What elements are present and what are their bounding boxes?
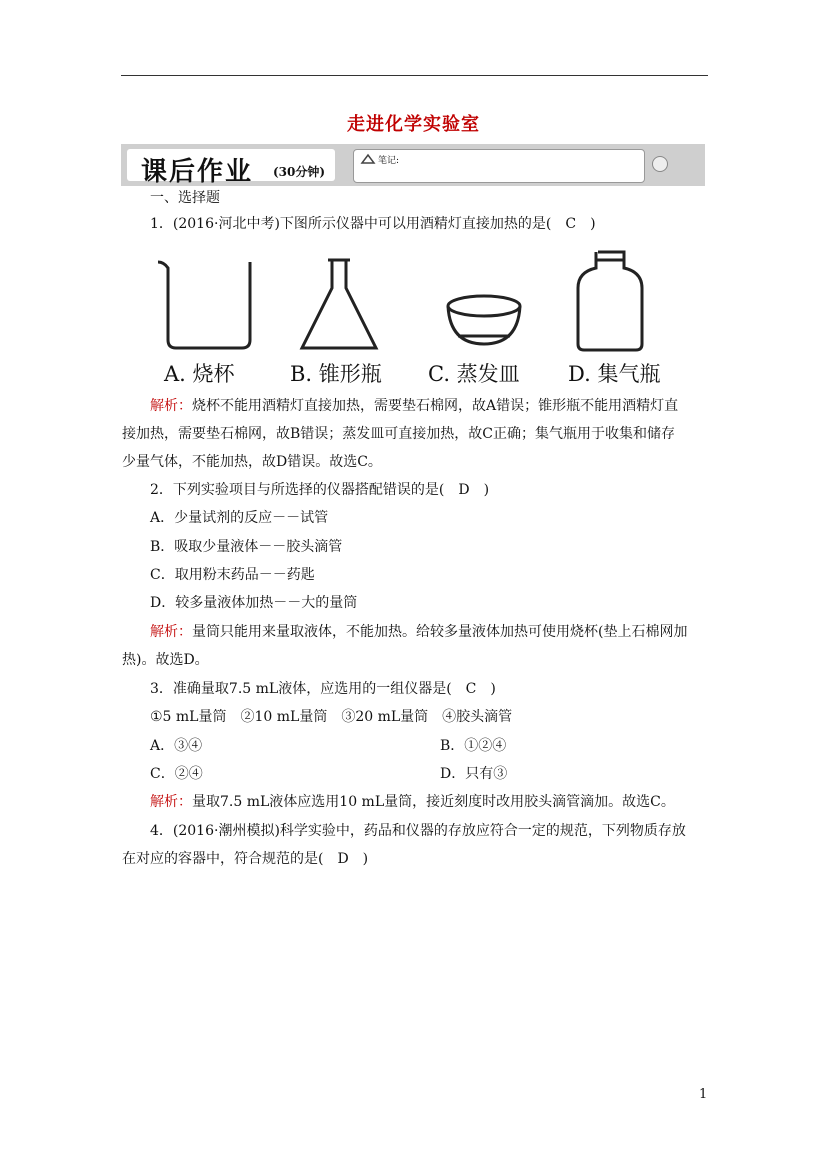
question-3-items: ①5 mL量筒 ②10 mL量筒 ③20 mL量筒 ④胶头滴管 (150, 709, 513, 725)
header-rule (121, 75, 708, 76)
question-3-stem: 3．准确量取7.5 mL液体，应选用的一组仪器是( C ) (150, 681, 496, 697)
clip-icon (652, 156, 668, 172)
analysis-label: 解析： (150, 624, 192, 640)
question-3-option-b: B．①②④ (440, 738, 507, 754)
figure-label-a: A. 烧杯 (164, 362, 235, 386)
question-3-option-d: D．只有③ (440, 766, 508, 782)
recycle-icon (360, 153, 376, 165)
notes-label: 笔记: (378, 156, 400, 166)
evaporating-dish-drawing (448, 296, 520, 344)
question-2-analysis-line2: 热)。故选D。 (122, 652, 209, 668)
question-2-analysis-line1 (150, 622, 687, 642)
question-2-option-d: D．较多量液体加热－－大的量筒 (150, 595, 358, 611)
analysis-text: 量筒只能用来量取液体，不能加热。给较多量液体加热可使用烧杯(垫上石棉网加 (192, 624, 688, 640)
gas-jar-drawing (578, 252, 642, 350)
question-2-stem: 2．下列实验项目与所选择的仪器搭配错误的是( D ) (150, 482, 490, 498)
question-1-analysis-line2: 接加热，需要垫石棉网，故B错误；蒸发皿可直接加热，故C正确；集气瓶用于收集和储存 (122, 426, 675, 442)
page-title: 走进化学实验室 (347, 114, 480, 135)
banner-duration: (30分钟) (273, 165, 326, 179)
apparatus-drawings (150, 248, 680, 358)
question-4-line1: 4．(2016·潮州模拟)科学实验中，药品和仪器的存放应符合一定的规范，下列物质存放 (150, 823, 686, 839)
banner-title: 课后作业 (141, 157, 254, 187)
question-2-option-a: A．少量试剂的反应－－试管 (150, 510, 329, 526)
question-3-option-a: A．③④ (150, 738, 203, 754)
conical-flask-drawing (302, 260, 376, 348)
homework-banner (121, 144, 705, 186)
page-number: 1 (699, 1087, 708, 1102)
section-heading: 一、选择题 (150, 190, 220, 206)
figure-label-c: C. 蒸发皿 (428, 362, 520, 386)
question-3-analysis-line1 (150, 792, 675, 812)
question-3-option-c: C．②④ (150, 766, 203, 782)
beaker-drawing (158, 262, 250, 348)
question-2-option-b: B．吸取少量液体－－胶头滴管 (150, 539, 343, 555)
analysis-label: 解析： (150, 398, 192, 414)
apparatus-figure (150, 248, 680, 393)
question-1-analysis-line3: 少量气体，不能加热，故D错误。故选C。 (122, 454, 382, 470)
analysis-text: 烧杯不能用酒精灯直接加热，需要垫石棉网，故A错误；锥形瓶不能用酒精灯直 (192, 398, 679, 414)
question-1-analysis-line1 (150, 396, 678, 416)
banner-title-box (127, 149, 335, 187)
figure-label-d: D. 集气瓶 (568, 362, 661, 386)
question-2-option-c: C．取用粉末药品－－药匙 (150, 567, 315, 583)
figure-label-b: B. 锥形瓶 (290, 362, 382, 386)
question-4-line2: 在对应的容器中，符合规范的是( D ) (122, 851, 369, 867)
analysis-text: 量取7.5 mL液体应选用10 mL量筒，接近刻度时改用胶头滴管滴加。故选C。 (192, 794, 675, 810)
notes-field[interactable] (353, 149, 645, 183)
analysis-label: 解析： (150, 794, 192, 810)
question-1-stem: 1．(2016·河北中考)下图所示仪器中可以用酒精灯直接加热的是( C ) (150, 216, 596, 232)
